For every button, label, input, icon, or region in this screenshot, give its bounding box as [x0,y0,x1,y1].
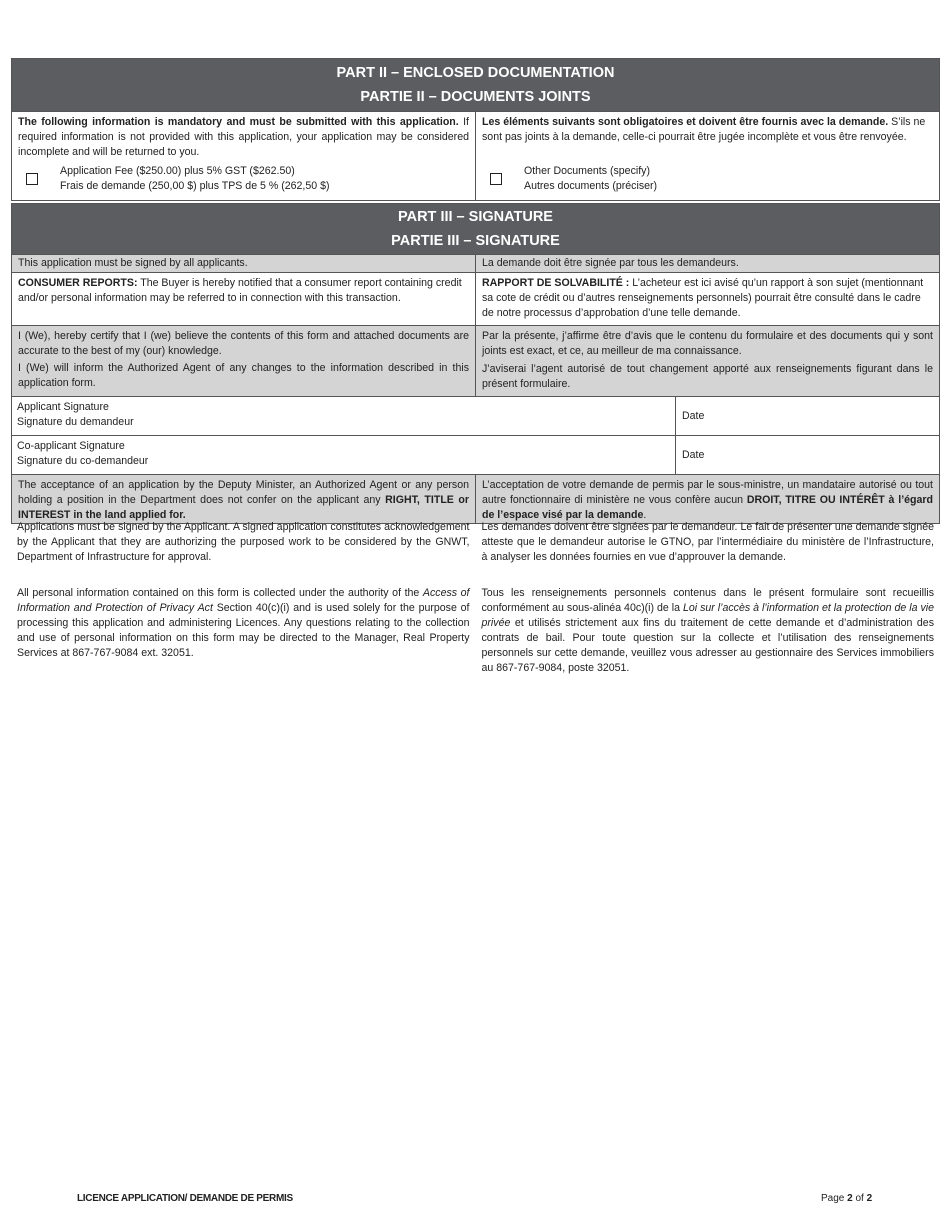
part2-intro-en-rest: If required information is not provided with this application, your application may be considered incomplete and will be returned to you. [18,116,469,158]
acceptance-en-bold: RIGHT, TITLE or INTEREST in the land applied for. [18,494,469,521]
consumer-reports-en [12,273,475,325]
fee-label-en: Application Fee ($250.00) plus 5% GST ($262.50) [60,165,295,177]
inform-text-en: I (We) will inform the Authorized Agent of any changes to the information described in this application form. [18,362,469,389]
privacy-fr-part-a: Tous les renseignements personnels contenus dans le présent formulaire sont recueillis conformément au sous-alinéa 40c)(i) de la [481,587,934,614]
applicant-date-field[interactable] [675,397,939,435]
other-docs-label-fr: Autres documents (préciser) [524,180,658,192]
privacy-act-name-fr: Loi sur l’accès à l’information et la protection de la vie privée [481,602,934,629]
privacy-note-en [17,586,470,661]
part2-intro-fr [482,115,933,145]
part2-french-column [475,112,939,200]
notes-english [11,520,476,697]
certify-text-fr: Par la présente, j’affirme être d’avis que le contenu du formulaire et des documents qui y sont joints est exact, et ce, au meilleur de ma connaissance. [482,330,933,357]
signed-note-fr: Les demandes doivent être signées par le demandeur. Le fait de présenter une demande signée atteste que le demandeur autorise le GTNO, par l’intermédiaire du ministère de l’Infrastructure, à analyser les données fournies en vue d’approuver la demande. [481,521,934,563]
privacy-en-part-a: All personal information contained on this form is collected under the authority of the [17,587,423,599]
acceptance-fr-end: . [643,509,647,521]
coapplicant-date-label: Date [682,449,705,461]
fee-label-fr: Frais de demande (250,00 $) plus TPS de 5 % (262,50 $) [60,180,330,192]
coapplicant-signature-row [12,435,939,474]
applicant-date-label: Date [682,410,705,422]
consumer-reports-fr-bold: RAPPORT DE SOLVABILITÉ : [482,277,630,289]
footer-doc-title: LICENCE APPLICATION/ DEMANDE DE PERMIS [77,1193,293,1204]
part2-intro-en-bold: The following information is mandatory and must be submitted with this application. [18,116,459,128]
acceptance-en [12,475,475,523]
footer-page-number [821,1193,872,1204]
must-sign-en: This application must be signed by all applicants. [18,257,248,269]
fee-checkbox-row[interactable] [18,164,469,194]
fee-checkbox[interactable] [26,173,38,185]
privacy-en-part-b: Section 40(c)(i) and is used solely for the purpose of processing this application and administering Licences. Any questions relating to the collection and use of personal information on this form may be directed to the Manager, Real Property Services at 867-767-9084 ext. 32051. [17,602,470,659]
part3-title-fr: PARTIE III – SIGNATURE [391,233,560,249]
consumer-reports-fr [475,273,939,325]
privacy-note-fr [482,586,935,676]
part2-intro-fr-bold: Les éléments suivants sont obligatoires et doivent être fournis avec la demande. [482,116,889,128]
coapplicant-signature-label-fr: Signature du co-demandeur [17,455,149,467]
part3-title-en: PART III – SIGNATURE [398,209,553,225]
certification-fr [475,326,939,396]
applicant-signature-label-fr: Signature du demandeur [17,416,134,428]
page-word: Page [821,1193,848,1204]
other-docs-checkbox[interactable] [490,173,502,185]
other-docs-checkbox-row[interactable] [482,164,933,194]
coapplicant-date-field[interactable] [675,436,939,474]
acceptance-en-rest: The acceptance of an application by the Deputy Minister, an Authorized Agent or any person holding a position in the Department does not confer on the applicant any [18,479,469,506]
acceptance-fr [475,475,939,523]
part2-header [12,59,939,111]
applicant-signature-field[interactable] [12,397,675,435]
applicant-signature-row [12,396,939,435]
signed-note-en: Applications must be signed by the Applicant. A signed application constitutes acknowledgement by the Applicant that they are authorizing the purposed work to be considered by the GNWT, Department of Infrastructure for approval. [17,521,470,563]
part2-section [11,58,940,201]
consumer-reports-fr-rest: L’acheteur est ici avisé qu’un rapport à son sujet (mentionnant sa cote de crédit ou d’autres renseignements personnels) pourrait être consulté dans le cadre de notre processus d’approbation d’une telle demande. [482,277,924,319]
part2-title-en: PART II – ENCLOSED DOCUMENTATION [336,65,615,81]
notes-section [11,520,940,697]
applicant-signature-label-en: Applicant Signature [17,401,109,413]
privacy-fr-part-b: et utilisés strictement aux fins du traitement de cette demande et d’administration des contrats de bail. Pour toute question sur la collecte et l’utilisation des renseignements personnels sur cette demande, veuillez vous adresser au gestionnaire des Services immobiliers au 867-767-9084, poste 32051. [481,617,934,674]
consumer-reports-en-bold: CONSUMER REPORTS: [18,277,138,289]
part2-intro-fr-rest: S’ils ne sont pas joints à la demande, celle-ci pourrait être jugée incomplète et vous être renvoyée. [482,116,926,143]
part2-intro-en [18,115,469,160]
must-sign-fr: La demande doit être signée par tous les demandeurs. [475,255,939,272]
other-docs-label-en: Other Documents (specify) [524,165,650,177]
coapplicant-signature-label-en: Co-applicant Signature [17,440,125,452]
page-total: 2 [866,1193,873,1204]
part3-header [12,204,939,254]
page-current: 2 [847,1193,853,1204]
privacy-act-name-en: Access of Information and Protection of Privacy Act [17,587,470,614]
inform-text-fr: J’aviserai l’agent autorisé de tout changement apporté aux renseignements figurant dans le présent formulaire. [482,363,933,390]
notes-french [476,520,941,697]
coapplicant-signature-field[interactable] [12,436,675,474]
part2-english-column [12,112,475,200]
certification-en [12,326,475,396]
acceptance-fr-rest: L’acceptation de votre demande de permis par le sous-ministre, un mandataire autorisé ou tout autre fonctionnaire di ministère ne vous confère aucun [482,479,933,506]
part2-title-fr: PARTIE II – DOCUMENTS JOINTS [360,89,591,105]
acceptance-fr-bold: DROIT, TITRE OU INTÉRÊT à l’égard de l’espace visé par la demande [482,494,933,521]
certify-text-en: I (We), hereby certify that I (we) believe the contents of this form and attached documents are accurate to the best of my (our) knowledge. [18,330,469,357]
page-of: of [852,1193,867,1204]
part3-section [11,203,940,524]
consumer-reports-en-rest: The Buyer is hereby notified that a consumer report containing credit and/or personal information may be referred to in connection with this transaction. [18,277,462,304]
